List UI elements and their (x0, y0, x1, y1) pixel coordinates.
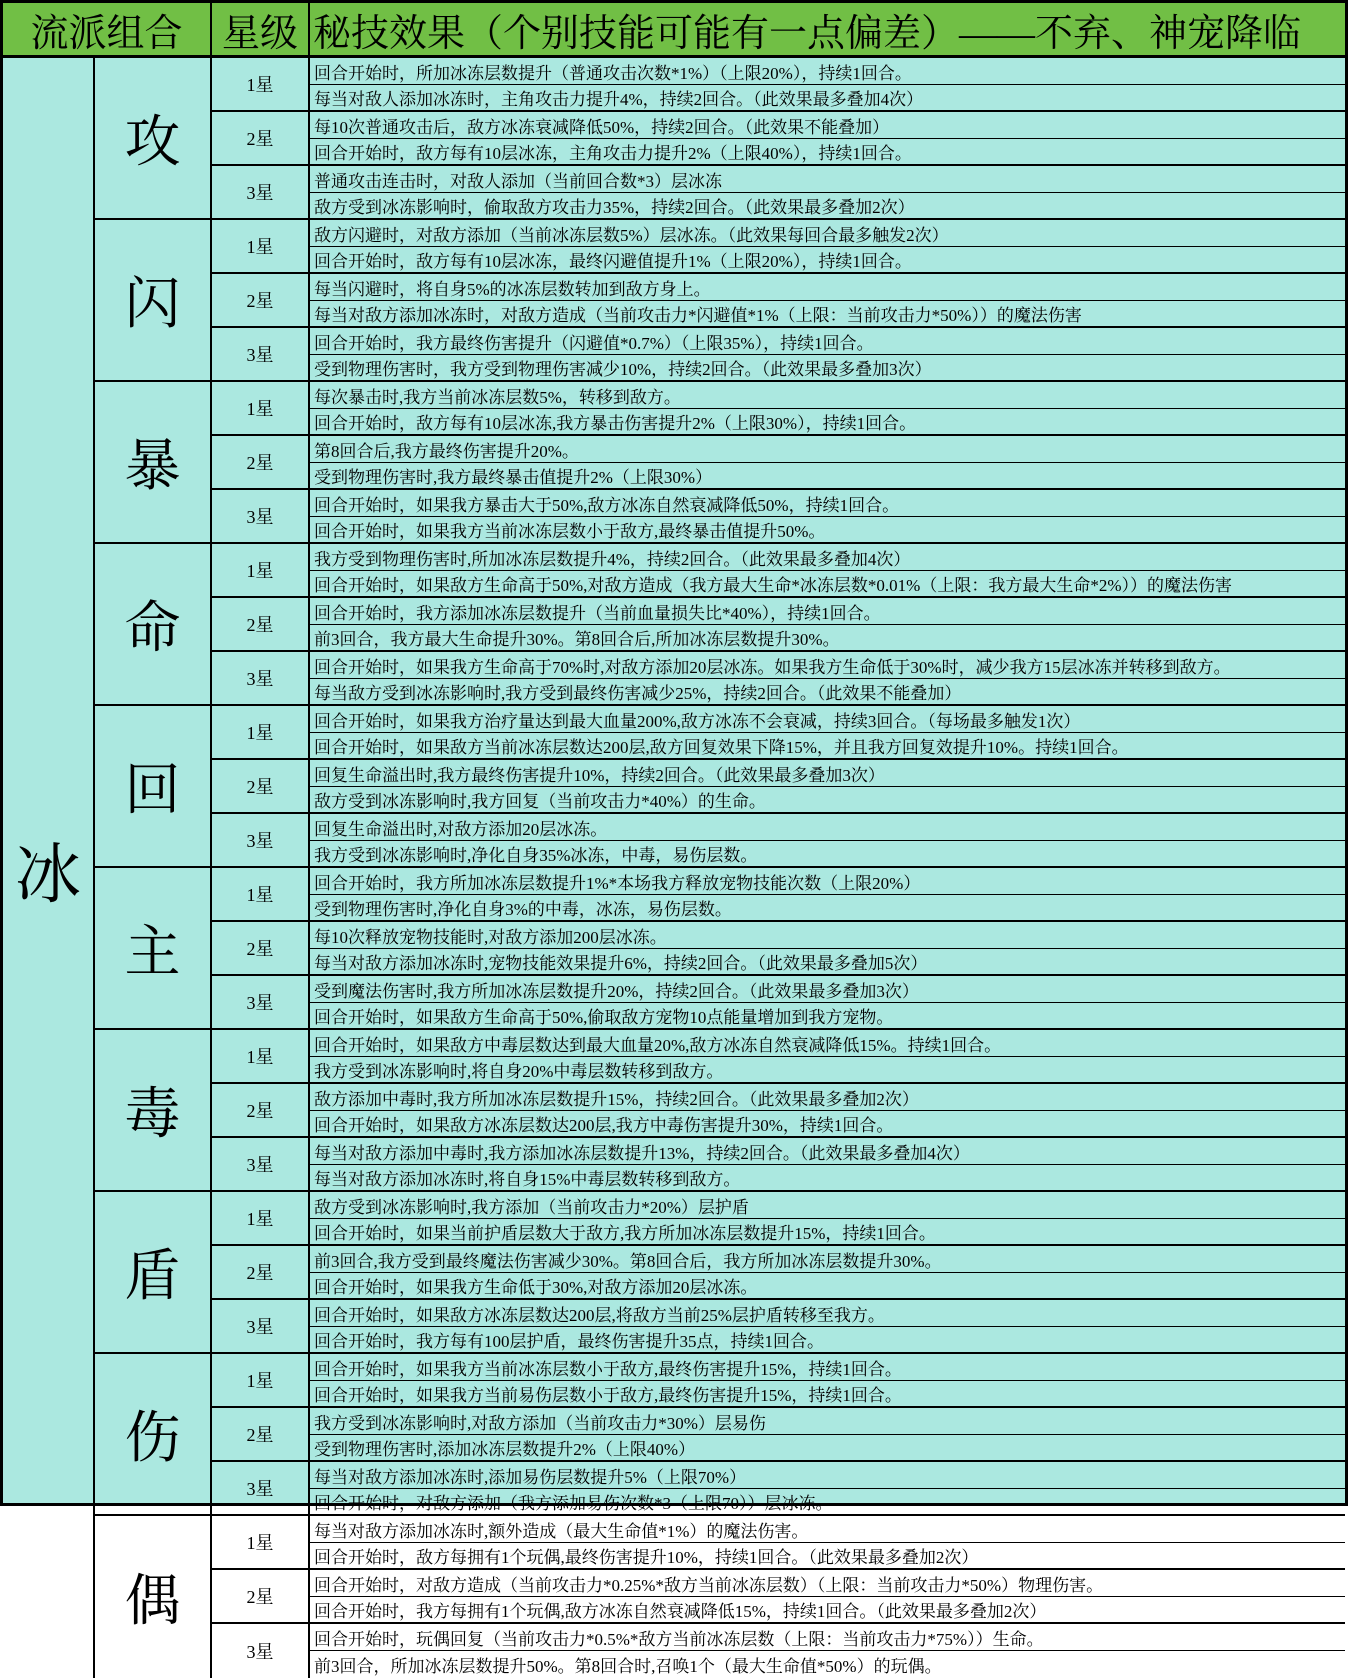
effect-cell: 前3回合,我方受到最终魔法伤害减少30%。第8回合后，我方所加冰冻层数提升30%。 (310, 1246, 1345, 1273)
effect-cell: 每当对敌方添加冰冻时,宠物技能效果提升6%，持续2回合。（此效果最多叠加5次） (310, 949, 1345, 976)
effect-cell: 回合开始时，敌方每有10层冰冻，主角攻击力提升2%（上限40%），持续1回合。 (310, 139, 1345, 166)
group-cell: 伤 (95, 1354, 212, 1516)
effect-cell: 回合开始时，如果我方当前冰冻层数小于敌方,最终暴击值提升50%。 (310, 517, 1345, 544)
effect-cell: 每次暴击时,我方当前冰冻层数5%，转移到敌方。 (310, 382, 1345, 409)
effect-cell: 第8回合后,我方最终伤害提升20%。 (310, 436, 1345, 463)
effect-cell: 回合开始时，如果当前护盾层数大于敌方,我方所加冰冻层数提升15%，持续1回合。 (310, 1219, 1345, 1246)
group-cell: 盾 (95, 1192, 212, 1354)
star-cell: 1星 (212, 382, 310, 436)
star-cell: 2星 (212, 1084, 310, 1138)
effect-cell: 每当敌方受到冰冻影响时,我方受到最终伤害减少25%，持续2回合。（此效果不能叠加） (310, 679, 1345, 706)
effect-cell: 我方受到物理伤害时,所加冰冻层数提升4%，持续2回合。（此效果最多叠加4次） (310, 544, 1345, 571)
effect-cell: 敌方受到冰冻影响时，偷取敌方攻击力35%，持续2回合。（此效果最多叠加2次） (310, 193, 1345, 220)
effect-cell: 回合开始时，我方最终伤害提升（闪避值*0.7%）（上限35%），持续1回合。 (310, 328, 1345, 355)
star-cell: 2星 (212, 922, 310, 976)
effect-cell: 敌方受到冰冻影响时,我方回复（当前攻击力*40%）的生命。 (310, 787, 1345, 814)
effect-cell: 回合开始时，如果敌方冰冻层数达200层,我方中毒伤害提升30%，持续1回合。 (310, 1111, 1345, 1138)
effect-cell: 受到魔法伤害时,我方所加冰冻层数提升20%，持续2回合。（此效果最多叠加3次） (310, 976, 1345, 1003)
effect-cell: 回合开始时，如果敌方当前冰冻层数达200层,敌方回复效果下降15%，并且我方回复效提升10%。持续1回合。 (310, 733, 1345, 760)
effect-cell: 前3回合，我方最大生命提升30%。第8回合后,所加冰冻层数提升30%。 (310, 625, 1345, 652)
star-cell: 2星 (212, 598, 310, 652)
star-cell: 3星 (212, 1138, 310, 1192)
effect-cell: 受到物理伤害时，我方受到物理伤害减少10%，持续2回合。（此效果最多叠加3次） (310, 355, 1345, 382)
table-body (3, 58, 1345, 1678)
effect-cell: 回复生命溢出时,我方最终伤害提升10%，持续2回合。（此效果最多叠加3次） (310, 760, 1345, 787)
header-star-level: 星级 (212, 3, 310, 55)
effect-cell: 敌方闪避时，对敌方添加（当前冰冻层数5%）层冰冻。（此效果每回合最多触发2次） (310, 220, 1345, 247)
star-cell: 1星 (212, 220, 310, 274)
group-cell: 主 (95, 868, 212, 1030)
effect-cell: 回合开始时，如果我方当前冰冻层数小于敌方,最终伤害提升15%，持续1回合。 (310, 1354, 1345, 1381)
group-cell: 命 (95, 544, 212, 706)
star-cell: 3星 (212, 976, 310, 1030)
effect-cell: 回合开始时，敌方每拥有1个玩偶,最终伤害提升10%，持续1回合。（此效果最多叠加2次） (310, 1543, 1345, 1570)
effect-cell: 受到物理伤害时,添加冰冻层数提升2%（上限40%） (310, 1435, 1345, 1462)
effect-cell: 回合开始时，所加冰冻层数提升（普通攻击次数*1%）（上限20%），持续1回合。 (310, 58, 1345, 85)
group-cell: 毒 (95, 1030, 212, 1192)
effect-cell: 每当对敌人添加冰冻时，主角攻击力提升4%，持续2回合。（此效果最多叠加4次） (310, 85, 1345, 112)
group-cell: 闪 (95, 220, 212, 382)
star-cell: 2星 (212, 760, 310, 814)
effect-cell: 受到物理伤害时,我方最终暴击值提升2%（上限30%） (310, 463, 1345, 490)
header-faction-combo: 流派组合 (3, 3, 212, 55)
effect-cell: 前3回合，所加冰冻层数提升50%。第8回合时,召唤1个（最大生命值*50%）的玩偶。 (314, 1657, 942, 1676)
effect-cell: 回合开始时，如果我方当前易伤层数小于敌方,最终伤害提升15%，持续1回合。 (310, 1381, 1345, 1408)
effect-cell: 回合开始时，如果我方治疗量达到最大血量200%,敌方冰冻不会衰减，持续3回合。（每场最多触发1次） (310, 706, 1345, 733)
effect-cell: 我方受到冰冻影响时,净化自身35%冰冻，中毒，易伤层数。 (310, 841, 1345, 868)
star-cell: 3星 (212, 328, 310, 382)
star-cell: 1星 (212, 1192, 310, 1246)
group-cell: 回 (95, 706, 212, 868)
effect-cell: 回合开始时，我方添加冰冻层数提升（当前血量损失比*40%），持续1回合。 (310, 598, 1345, 625)
effect-cell: 敌方添加中毒时,我方所加冰冻层数提升15%，持续2回合。（此效果最多叠加2次） (310, 1084, 1345, 1111)
star-cell: 1星 (212, 544, 310, 598)
effect-cell: 回合开始时，玩偶回复（当前攻击力*0.5%*敌方当前冰冻层数（上限：当前攻击力*75%））生命。 (310, 1624, 1345, 1651)
star-cell: 3星 (212, 814, 310, 868)
star-cell: 1星 (212, 706, 310, 760)
effect-cell: 每当对敌方添加冰冻时,添加易伤层数提升5%（上限70%） (310, 1462, 1345, 1489)
effect-cell: 受到物理伤害时,净化自身3%的中毒，冰冻，易伤层数。 (310, 895, 1345, 922)
effect-cell: 每当对敌方添加中毒时,我方添加冰冻层数提升13%，持续2回合。（此效果最多叠加4次） (310, 1138, 1345, 1165)
effect-cell: 回合开始时，对敌方造成（当前攻击力*0.25%*敌方当前冰冻层数）（上限：当前攻击力*50%）物理伤害。 (310, 1570, 1345, 1597)
effect-cell: 普通攻击连击时，对敌人添加（当前回合数*3）层冰冻 (310, 166, 1345, 193)
star-cell: 2星 (212, 1408, 310, 1462)
effect-cell: 我方受到冰冻影响时,将自身20%中毒层数转移到敌方。 (310, 1057, 1345, 1084)
effect-cell: 敌方受到冰冻影响时,我方添加（当前攻击力*20%）层护盾 (310, 1192, 1345, 1219)
star-cell: 3星 (212, 1624, 310, 1678)
effect-cell: 回合开始时，如果敌方生命高于50%,偷取敌方宠物10点能量增加到我方宠物。 (310, 1003, 1345, 1030)
effect-cell: 回合开始时，我方每拥有1个玩偶,敌方冰冻自然衰减降低15%，持续1回合。（此效果最多叠加2次） (310, 1597, 1345, 1624)
effect-cell: 每当对敌方添加冰冻时,额外造成（最大生命值*1%）的魔法伤害。 (310, 1516, 1345, 1543)
star-cell: 3星 (212, 652, 310, 706)
effect-cell: 回合开始时，敌方每有10层冰冻,我方暴击伤害提升2%（上限30%），持续1回合。 (310, 409, 1345, 436)
group-cell: 暴 (95, 382, 212, 544)
star-cell: 2星 (212, 436, 310, 490)
star-cell: 3星 (212, 1300, 310, 1354)
group-cell: 偶 (95, 1516, 212, 1678)
header-effect: 秘技效果（个别技能可能有一点偏差）——不弃、神宠降临 (313, 12, 1302, 55)
effect-cell: 回合开始时，我方每有100层护盾，最终伤害提升35点，持续1回合。 (310, 1327, 1345, 1354)
effect-cell: 回合开始时，如果敌方生命高于50%,对敌方造成（我方最大生命*冰冻层数*0.01%（上限：我方最大生命*2%））的魔法伤害 (310, 571, 1345, 598)
effect-cell: 回合开始时，我方所加冰冻层数提升1%*本场我方释放宠物技能次数（上限20%） (310, 868, 1345, 895)
star-cell: 2星 (212, 1570, 310, 1624)
star-cell: 1星 (212, 58, 310, 112)
effect-cell: 回复生命溢出时,对敌方添加20层冰冻。 (310, 814, 1345, 841)
effect-cell: 每当对敌方添加冰冻时，对敌方造成（当前攻击力*闪避值*1%（上限：当前攻击力*50%））的魔法伤害 (310, 301, 1345, 328)
table-header (3, 3, 1345, 58)
effect-cell: 每10次释放宠物技能时,对敌方添加200层冰冻。 (310, 922, 1345, 949)
effect-cell: 回合开始时，如果敌方中毒层数达到最大血量20%,敌方冰冻自然衰减降低15%。持续1回合。 (310, 1030, 1345, 1057)
effect-cell: 每当对敌方添加冰冻时,将自身15%中毒层数转移到敌方。 (310, 1165, 1345, 1192)
star-cell: 2星 (212, 274, 310, 328)
star-cell: 2星 (212, 112, 310, 166)
star-cell: 3星 (212, 490, 310, 544)
effect-cell: 回合开始时，对敌方添加（我方添加易伤次数*3（上限70））层冰冻。 (310, 1489, 1345, 1516)
star-cell: 1星 (212, 1354, 310, 1408)
effect-cell: 回合开始时，如果我方暴击大于50%,敌方冰冻自然衰减降低50%，持续1回合。 (310, 490, 1345, 517)
star-cell: 3星 (212, 1462, 310, 1516)
star-cell: 1星 (212, 868, 310, 922)
group-cell: 攻 (95, 58, 212, 220)
effect-cell: 每当闪避时，将自身5%的冰冻层数转加到敌方身上。 (310, 274, 1345, 301)
effect-cell: 回合开始时，如果我方生命高于70%时,对敌方添加20层冰冻。如果我方生命低于30%时，减少我方15层冰冻并转移到敌方。 (310, 652, 1345, 679)
star-cell: 3星 (212, 166, 310, 220)
star-cell: 1星 (212, 1516, 310, 1570)
effect-cell: 回合开始时，敌方每有10层冰冻，最终闪避值提升1%（上限20%），持续1回合。 (310, 247, 1345, 274)
faction-cell: 冰 (3, 58, 95, 1678)
effect-cell: 回合开始时，如果敌方冰冻层数达200层,将敌方当前25%层护盾转移至我方。 (310, 1300, 1345, 1327)
star-cell: 2星 (212, 1246, 310, 1300)
star-cell: 1星 (212, 1030, 310, 1084)
effect-cell: 我方受到冰冻影响时,对敌方添加（当前攻击力*30%）层易伤 (310, 1408, 1345, 1435)
effect-cell: 每10次普通攻击后，敌方冰冻衰减降低50%，持续2回合。（此效果不能叠加） (310, 112, 1345, 139)
effect-cell: 回合开始时，如果我方生命低于30%,对敌方添加20层冰冻。 (310, 1273, 1345, 1300)
